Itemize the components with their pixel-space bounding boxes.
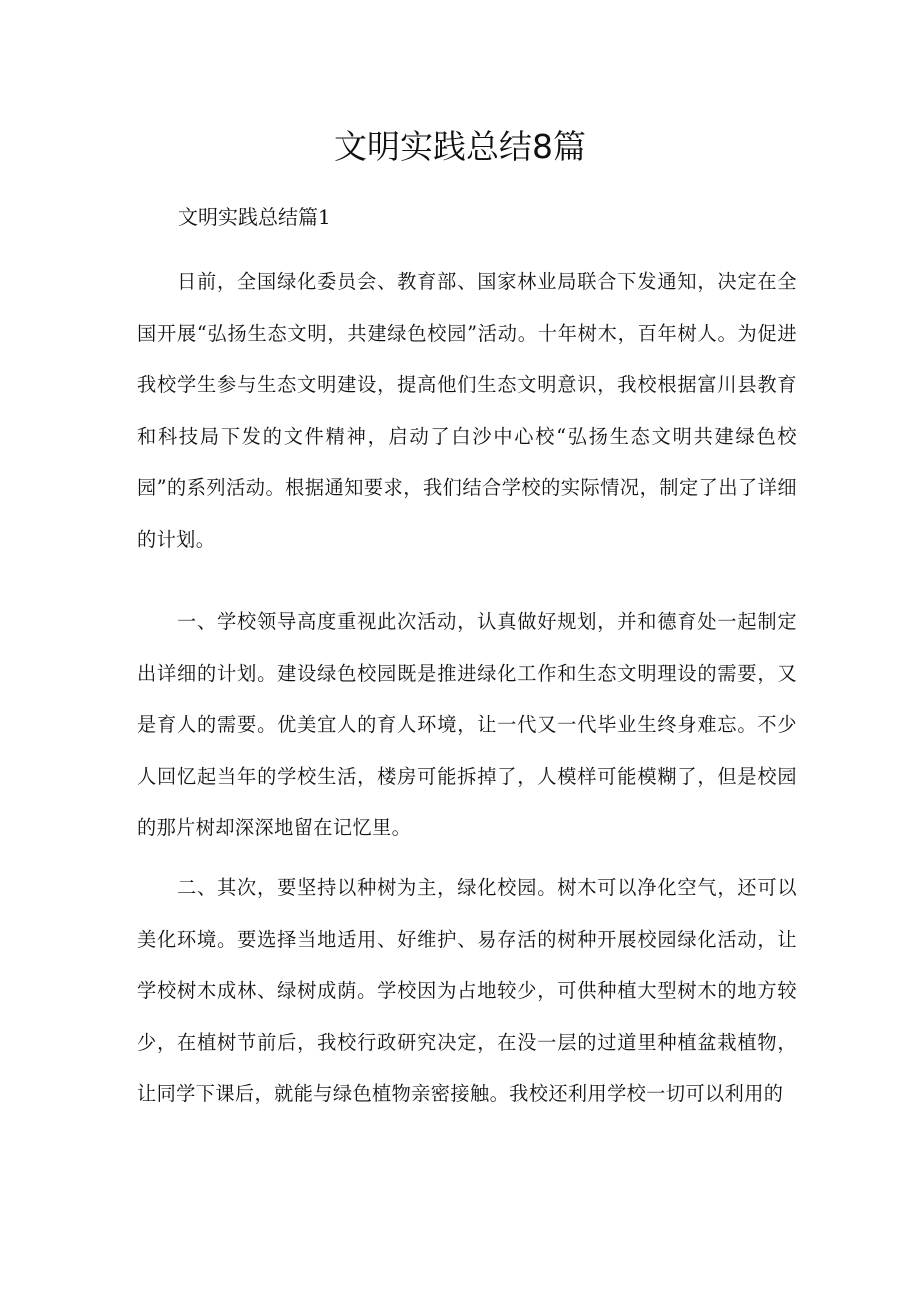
paragraph-3: 二、其次，要坚持以种树为主，绿化校园。树木可以净化空气，还可以美化环境。要选择当地适用、好维护、易存活的树种开展校园绿化活动，让学校树木成林、绿树成荫。学校因为占地较少，可供种植大型树木的地方较少，在植树节前后，我校行政研究决定，在没一层的过道里种植盆栽植物，让同学下课后，就能与绿色植物亲密接触。我校还利用学校一切可以利用的: [137, 876, 797, 1106]
section-heading: 文明实践总结篇1: [178, 205, 331, 229]
paragraph-2: 一、学校领导高度重视此次活动，认真做好规划，并和德育处一起制定出详细的计划。建设绿色校园既是推进绿化工作和生态文明理设的需要，又是育人的需要。优美宜人的育人环境，让一代又一代毕业生终身难忘。不少人回忆起当年的学校生活，楼房可能拆掉了，人模样可能模糊了，但是校园的那片树却深深地留在记忆里。: [137, 610, 797, 840]
document-title: 文明实践总结8篇: [334, 127, 586, 166]
paragraph-1: 日前，全国绿化委员会、教育部、国家林业局联合下发通知，决定在全国开展“弘扬生态文明，共建绿色校园”活动。十年树木，百年树人。为促进我校学生参与生态文明建设，提高他们生态文明意识，我校根据富川县教育和科技局下发的文件精神，启动了白沙中心校“弘扬生态文明共建绿色校园”的系列活动。根据通知要求，我们结合学校的实际情况，制定了出了详细的计划。: [137, 270, 797, 551]
